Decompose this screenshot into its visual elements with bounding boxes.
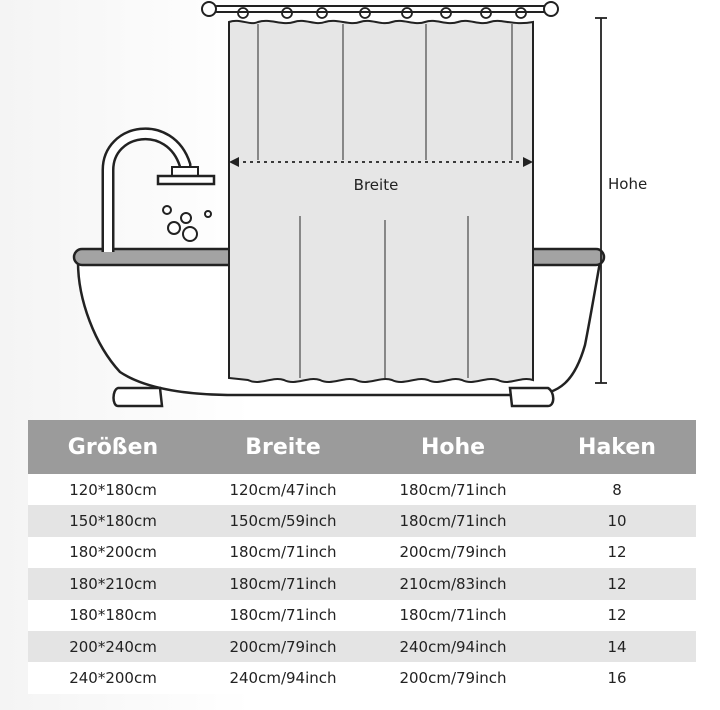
cell-hooks: 12 xyxy=(538,568,696,599)
table-row xyxy=(28,474,696,505)
table-row xyxy=(28,537,696,568)
cell-size: 180*210cm xyxy=(28,568,198,599)
height-dimension-arrow xyxy=(595,18,607,383)
cell-width: 180cm/71inch xyxy=(198,537,368,568)
cell-height: 240cm/94inch xyxy=(368,631,538,662)
cell-width: 180cm/71inch xyxy=(198,600,368,631)
curtain-rod xyxy=(202,2,558,16)
header-width: Breite xyxy=(198,420,368,474)
cell-height: 210cm/83inch xyxy=(368,568,538,599)
cell-height: 200cm/79inch xyxy=(368,537,538,568)
height-label: Hohe xyxy=(608,175,648,193)
cell-width: 200cm/79inch xyxy=(198,631,368,662)
cell-hooks: 16 xyxy=(538,662,696,693)
header-height: Hohe xyxy=(368,420,538,474)
cell-width: 180cm/71inch xyxy=(198,568,368,599)
table-row xyxy=(28,631,696,662)
tub-foot-left xyxy=(114,388,163,406)
table-row xyxy=(28,662,696,693)
table-row xyxy=(28,505,696,536)
cell-hooks: 12 xyxy=(538,600,696,631)
shower-curtain xyxy=(229,8,533,382)
shower-head-icon xyxy=(108,134,214,252)
cell-hooks: 8 xyxy=(538,474,696,505)
width-label: Breite xyxy=(353,176,399,194)
cell-size: 180*180cm xyxy=(28,600,198,631)
cell-size: 240*200cm xyxy=(28,662,198,693)
tub-foot-right xyxy=(510,388,553,406)
cell-width: 120cm/47inch xyxy=(198,474,368,505)
cell-width: 150cm/59inch xyxy=(198,505,368,536)
cell-hooks: 10 xyxy=(538,505,696,536)
cell-width: 240cm/94inch xyxy=(198,662,368,693)
cell-size: 200*240cm xyxy=(28,631,198,662)
table-row xyxy=(28,568,696,599)
cell-size: 150*180cm xyxy=(28,505,198,536)
header-hooks: Haken xyxy=(538,420,696,474)
cell-height: 200cm/79inch xyxy=(368,662,538,693)
bubbles-icon xyxy=(163,206,211,241)
cell-height: 180cm/71inch xyxy=(368,474,538,505)
cell-size: 180*200cm xyxy=(28,537,198,568)
header-sizes: Größen xyxy=(28,420,198,474)
cell-height: 180cm/71inch xyxy=(368,505,538,536)
cell-hooks: 12 xyxy=(538,537,696,568)
size-table xyxy=(28,420,696,694)
table-header-row xyxy=(28,420,696,474)
cell-height: 180cm/71inch xyxy=(368,600,538,631)
cell-size: 120*180cm xyxy=(28,474,198,505)
table-row xyxy=(28,600,696,631)
cell-hooks: 14 xyxy=(538,631,696,662)
